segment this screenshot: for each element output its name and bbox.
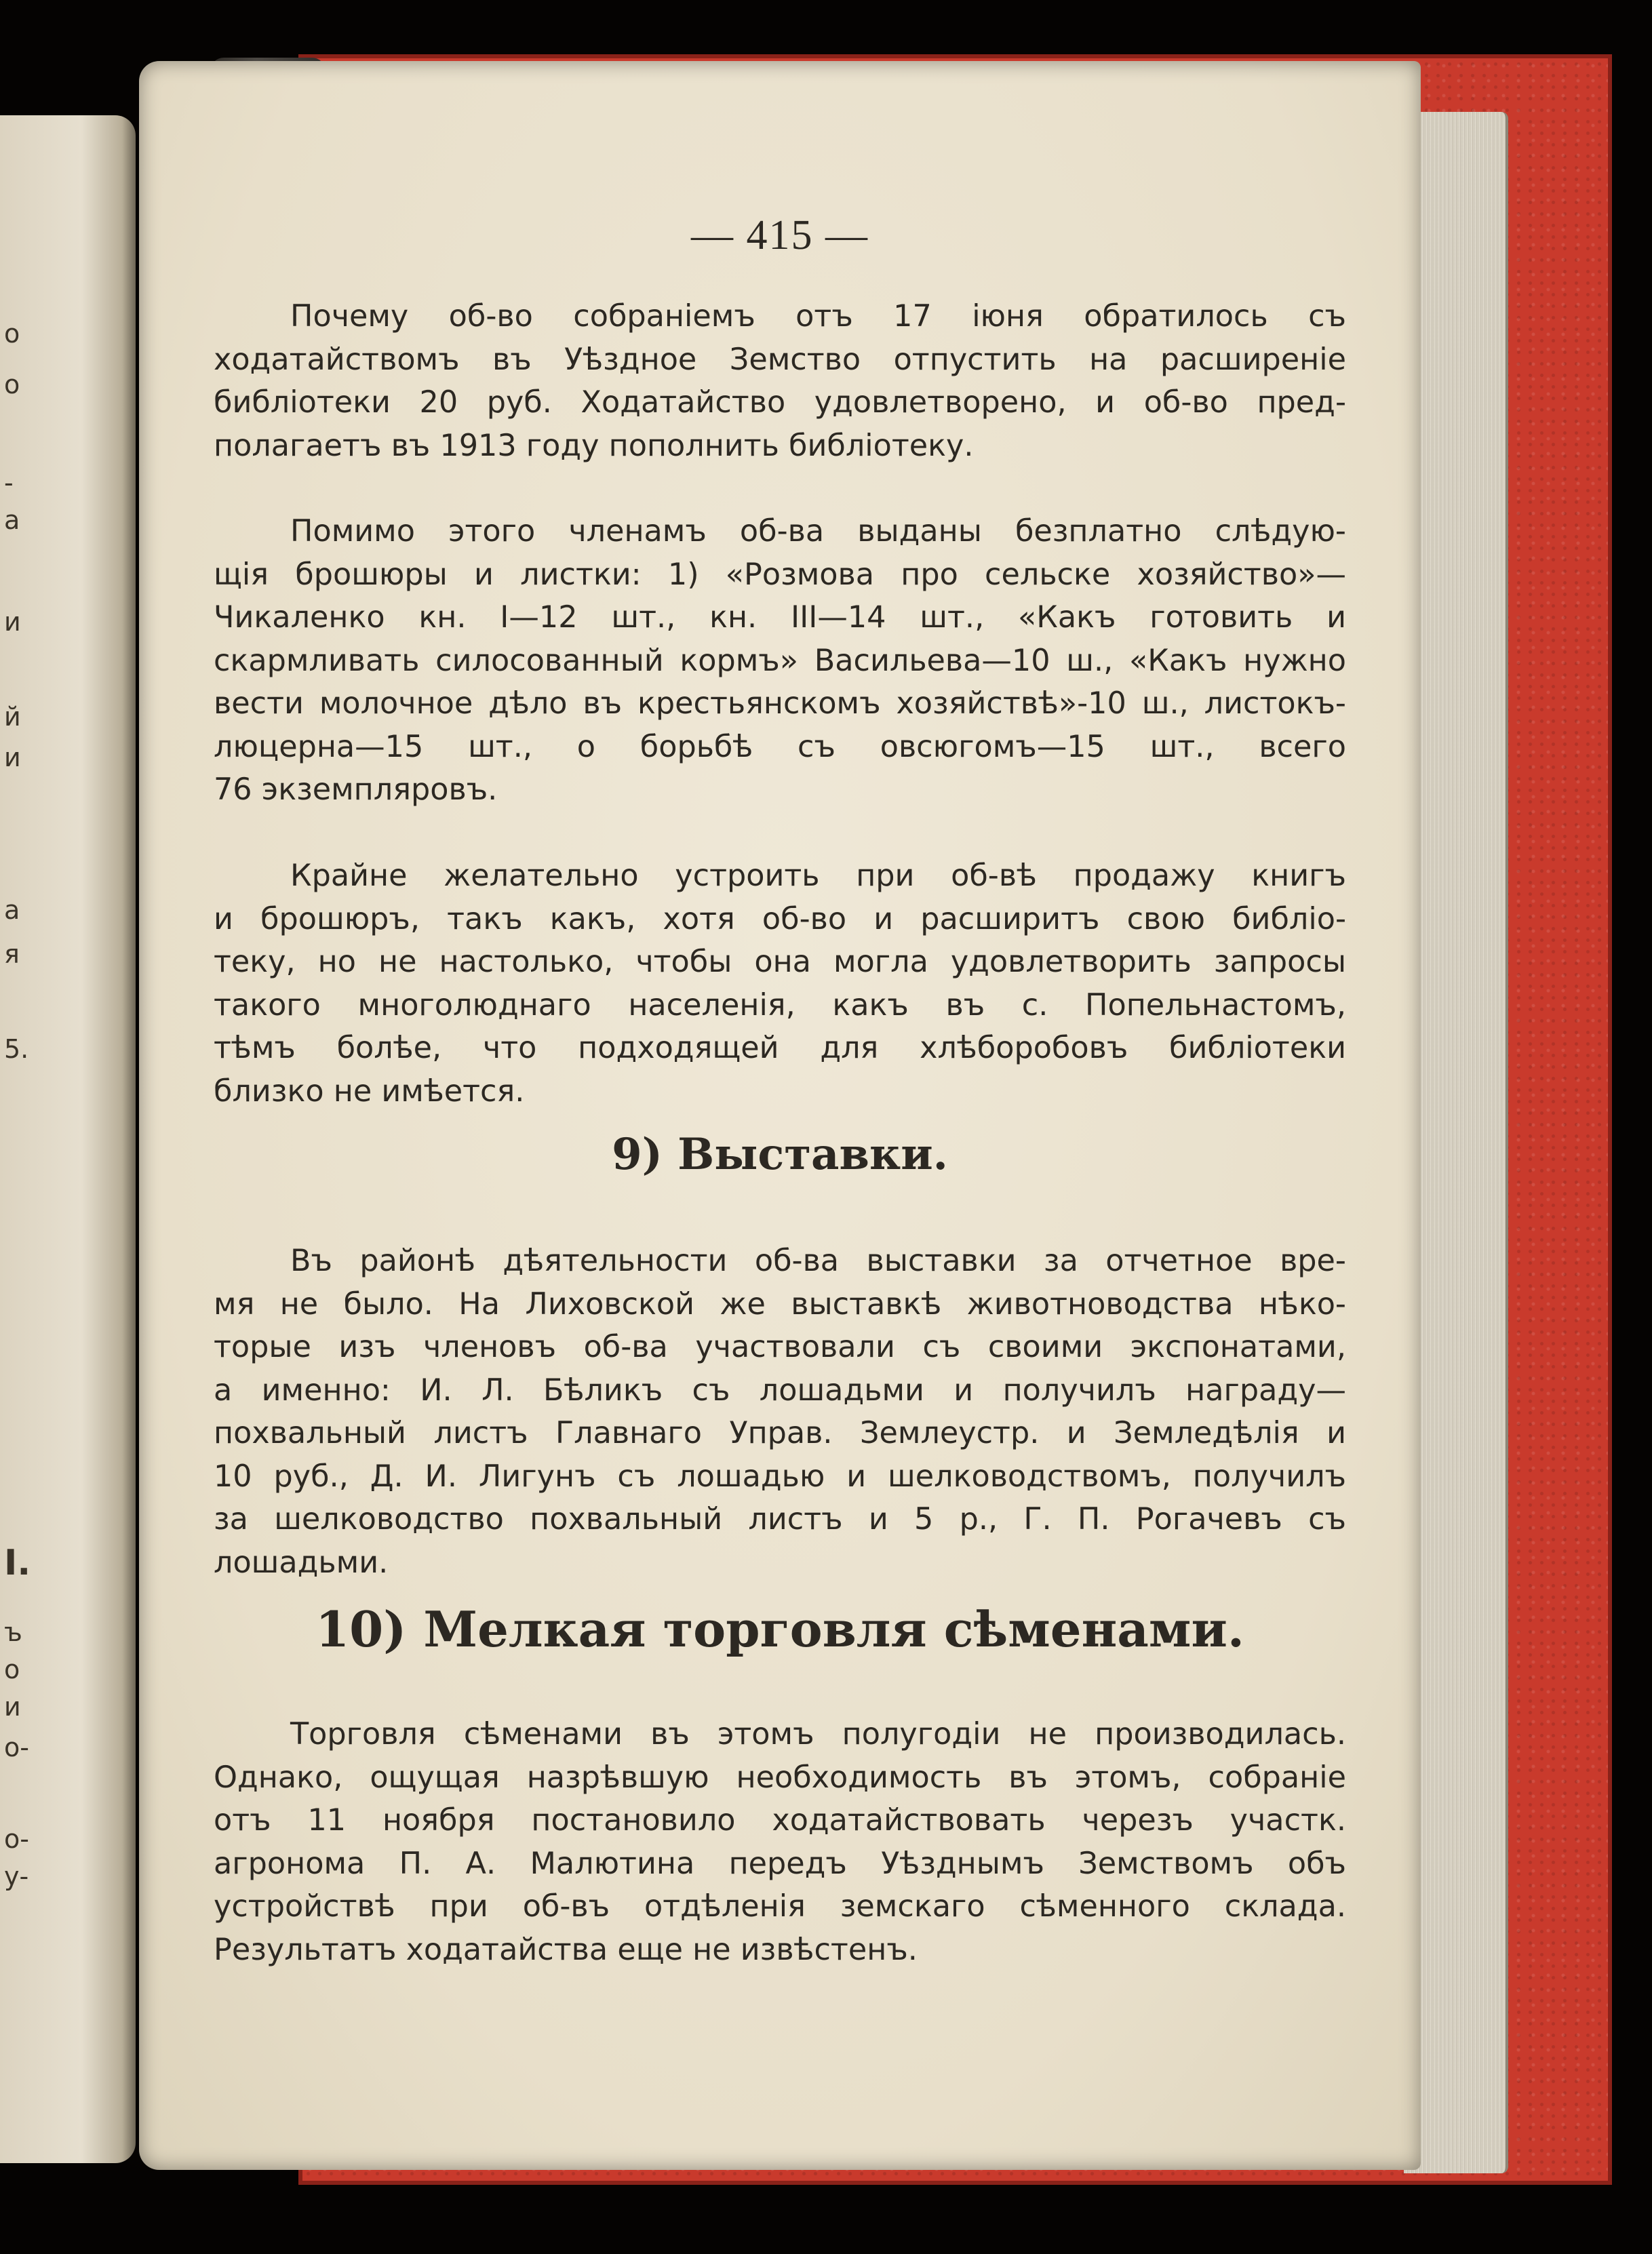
margin-fragment: о — [4, 1655, 20, 1684]
text-line: Торговля сѣменами въ этомъ полугодіи не производилась. — [290, 1717, 1346, 1752]
text-line: Помимо этого членамъ об-ва выданы безплатно слѣдую- — [290, 514, 1346, 549]
text-line: торые изъ членовъ об-ва участвовали съ своими экспонатами, — [214, 1330, 1346, 1364]
text-line: и брошюръ, такъ какъ, хотя об-во и расширитъ свою библіо- — [214, 901, 1346, 936]
text-line: 76 экземпляровъ. — [214, 772, 498, 807]
text-line: Результатъ ходатайства еще не извѣстенъ. — [214, 1932, 918, 1967]
text-line: тѣмъ болѣе, что подходящей для хлѣборобовъ библіотеки — [214, 1031, 1346, 1065]
heading-exhibitions: 9) Выставки. — [612, 1129, 948, 1180]
paragraph-book-sale — [214, 854, 1346, 1113]
margin-fragment: о- — [4, 1733, 29, 1762]
paragraph-seed-trade — [214, 1713, 1346, 1971]
text-line: ходатайствомъ въ Уѣздное Земство отпустить на расширеніе — [214, 342, 1346, 377]
heading-seed-trade: 10) Мелкая торговля сѣменами. — [315, 1600, 1244, 1658]
text-line: скармливать силосованный кормъ» Васильева—10 ш., «Какъ нужно — [214, 643, 1346, 678]
margin-fragment: й — [4, 702, 21, 732]
text-line: Почему об-во собраніемъ отъ 17 іюня обратилось съ — [290, 299, 1346, 334]
text-line: похвальный листъ Главнаго Управ. Землеустр. и Земледѣлія и — [214, 1416, 1346, 1450]
margin-fragment: 5. — [4, 1034, 29, 1064]
text-line: теку, но не настолько, чтобы она могла удовлетворить запросы — [214, 945, 1346, 979]
text-line: Крайне желательно устроить при об-вѣ продажу книгъ — [290, 858, 1346, 893]
margin-fragment: - — [4, 468, 14, 498]
text-line: отъ 11 ноября постановило ходатайствовать черезъ участк. — [214, 1803, 1346, 1838]
margin-fragment: у- — [4, 1861, 29, 1891]
margin-fragment: и — [4, 743, 21, 772]
page-number: — 415 — — [691, 212, 869, 258]
margin-fragment: I. — [4, 1543, 31, 1583]
text-line: щія брошюры и листки: 1) «Розмова про сельске хозяйство»— — [214, 557, 1346, 592]
text-line: люцерна—15 шт., о борьбѣ съ овсюгомъ—15 шт., всего — [214, 729, 1346, 764]
text-line: библіотеки 20 руб. Ходатайство удовлетворено, и об-во пред- — [214, 385, 1346, 420]
text-line: Чикаленко кн. I—12 шт., кн. III—14 шт., «Какъ готовить и — [214, 600, 1346, 635]
document-page — [139, 61, 1421, 2170]
paragraph-library-request — [214, 295, 1346, 467]
text-line: мя не было. На Лиховской же выставкѣ животноводства нѣко- — [214, 1286, 1346, 1322]
margin-fragment: а — [4, 895, 20, 925]
margin-fragment: о — [4, 370, 20, 399]
text-line: устройствѣ при об-въ отдѣленія земскаго сѣменного склада. — [214, 1889, 1346, 1924]
text-line: агронома П. А. Малютина передъ Уѣзднымъ Земствомъ объ — [214, 1846, 1346, 1881]
text-line: 10 руб., Д. И. Лигунъ съ лошадью и шелководствомъ, получилъ — [214, 1459, 1346, 1494]
text-line: за шелководство похвальный листъ и 5 р., Г. П. Рогачевъ съ — [214, 1502, 1346, 1537]
text-line: Однако, ощущая назрѣвшую необходимость въ этомъ, собраніе — [214, 1760, 1346, 1795]
margin-fragment: а — [4, 505, 20, 535]
text-line: лошадьми. — [214, 1545, 389, 1580]
margin-fragment: и — [4, 1692, 21, 1722]
margin-fragment: и — [4, 607, 21, 637]
margin-fragment: ъ — [4, 1617, 22, 1647]
left-page-edge — [0, 115, 136, 2163]
margin-fragment: о — [4, 319, 20, 349]
text-line: полагаетъ въ 1913 году пополнить библіотеку. — [214, 428, 974, 463]
margin-fragment: я — [4, 939, 20, 969]
text-line: вести молочное дѣло въ крестьянскомъ хозяйствѣ»-10 ш., листокъ- — [214, 686, 1346, 721]
margin-fragment: о- — [4, 1824, 29, 1854]
text-line: а именно: И. Л. Бѣликъ съ лошадьми и получилъ награду— — [214, 1372, 1346, 1408]
paragraph-brochures — [214, 510, 1346, 812]
paragraph-exhibitions — [214, 1240, 1346, 1584]
text-line: такого многолюднаго населенія, какъ въ с. Попельнастомъ, — [214, 987, 1346, 1023]
text-line: близко не имѣется. — [214, 1073, 525, 1109]
text-line: Въ районѣ дѣятельности об-ва выставки за отчетное вре- — [290, 1244, 1346, 1278]
